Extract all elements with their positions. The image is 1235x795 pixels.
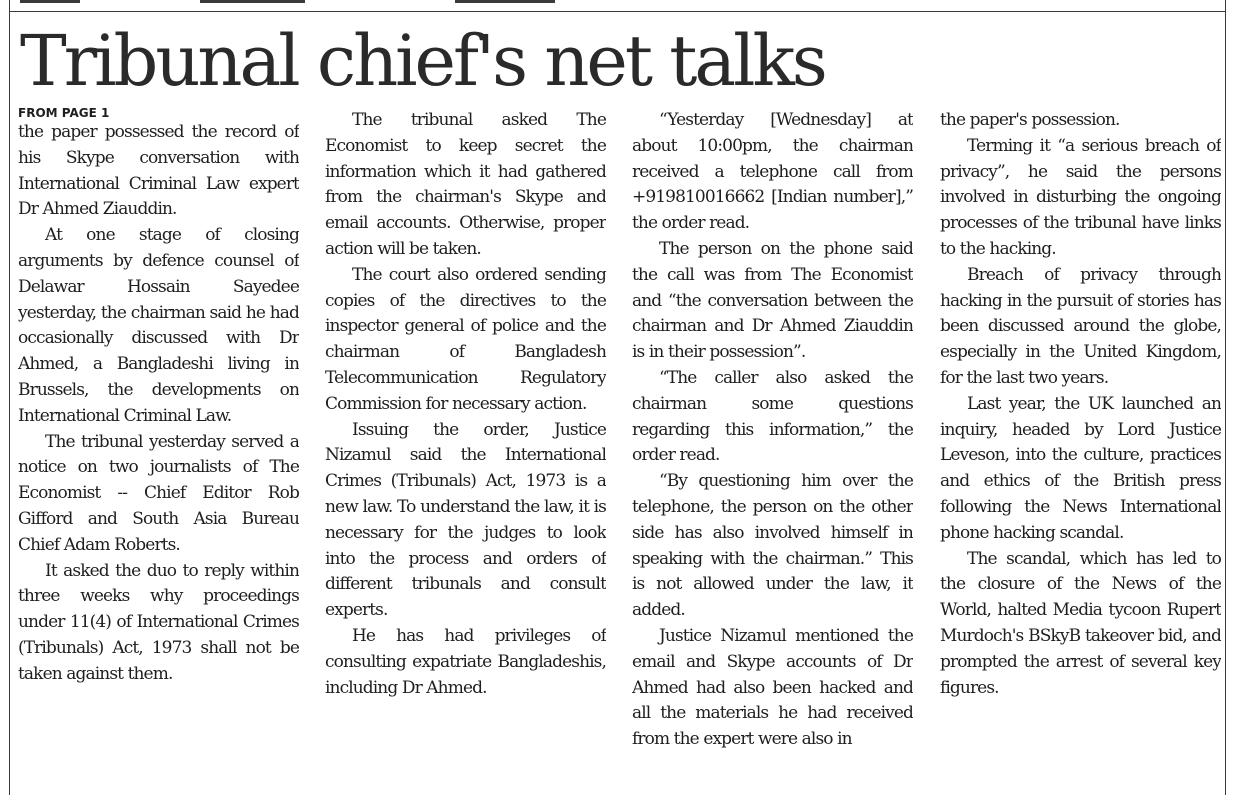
paragraph: Issuing the order, Justice Nizamul said the International Crimes (Tribunals) Act, 1973 is a new law. To understand the law, it is necessary for the judges to look into the process and orders of different tribunals and consult experts. [325, 419, 606, 621]
continuation-kicker: FROM PAGE 1 [18, 106, 110, 120]
paragraph: The tribunal asked The Economist to keep secret the information which it had gathered from the chairman's Skype and email accounts. Otherwise, proper action will be taken. [325, 110, 606, 259]
paragraph: The tribunal yesterday served a notice on two journalists of The Economist -- Chief Editor Rob Gifford and South Asia Bureau Chief Adam Roberts. [18, 431, 299, 555]
paragraph: The person on the phone said the call was from The Economist and “the conversation between the chairman and Dr Ahmed Ziauddin is in their possession”. [632, 238, 913, 363]
top-rule-fragment [20, 0, 80, 3]
top-rule-fragment [455, 0, 555, 3]
paragraph: Breach of privacy through hacking in the pursuit of stories has been discussed around the globe, especially in the United Kingdom, for the last two years. [940, 264, 1221, 388]
paragraph: The scandal, which has led to the closure of the News of the World, halted Media tycoon Rupert Murdoch's BSkyB takeover bid, and prompted the arrest of several key figures. [940, 548, 1221, 698]
paragraph: It asked the duo to reply within three weeks why proceedings under 11(4) of International Crimes (Tribunals) Act, 1973 shall not be taken against them. [18, 560, 299, 684]
paragraph: Justice Nizamul mentioned the email and Skype accounts of Dr Ahmed had also been hacked and all the materials he had received from the expert were also in [632, 625, 913, 750]
top-rule [9, 11, 1226, 12]
paragraph: The court also ordered sending copies of the directives to the inspector general of police and the chairman of Bangladesh Telecommunication Regulatory Commission for necessary action. [325, 264, 606, 414]
paragraph: “Yesterday [Wednesday] at about 10:00pm, the chairman received a telephone call from +919810016662 [Indian number],” the order read. [632, 110, 913, 234]
right-border-rule [1225, 0, 1226, 795]
headline: Tribunal chief's net talks [20, 20, 825, 102]
paragraph: He has had privileges of consulting expatriate Bangladeshis, including Dr Ahmed. [325, 625, 606, 698]
paragraph: Terming it “a serious breach of privacy”, he said the persons involved in disturbing the ongoing processes of the tribunal have links to the hacking. [940, 135, 1221, 259]
article-column-4 [940, 108, 1221, 795]
paragraph: the paper's possession. [940, 110, 1120, 130]
paragraph: At one stage of closing arguments by defence counsel of Delawar Hossain Sayedee yesterday, the chairman said he had occasionally discussed with Dr Ahmed, a Bangladeshi living in Brussels, the developments on International Criminal Law. [18, 225, 299, 426]
article-column-3 [632, 108, 913, 795]
article-column-1 [18, 104, 299, 795]
paragraph: the paper possessed the record of his Skype conversation with International Criminal Law expert Dr Ahmed Ziauddin. [18, 122, 299, 220]
paragraph: “By questioning him over the telephone, the person on the other side has also involved himself in speaking with the chairman.” This is not allowed under the law, it added. [632, 471, 913, 621]
paragraph: Last year, the UK launched an inquiry, headed by Lord Justice Leveson, into the culture, practices and ethics of the British press following the News International phone hacking scandal. [940, 393, 1221, 543]
paragraph: “The caller also asked the chairman some questions regarding this information,” the order read. [632, 367, 913, 466]
top-rule-fragment [200, 0, 305, 3]
left-border-rule [9, 0, 10, 795]
article-column-2 [325, 108, 606, 795]
